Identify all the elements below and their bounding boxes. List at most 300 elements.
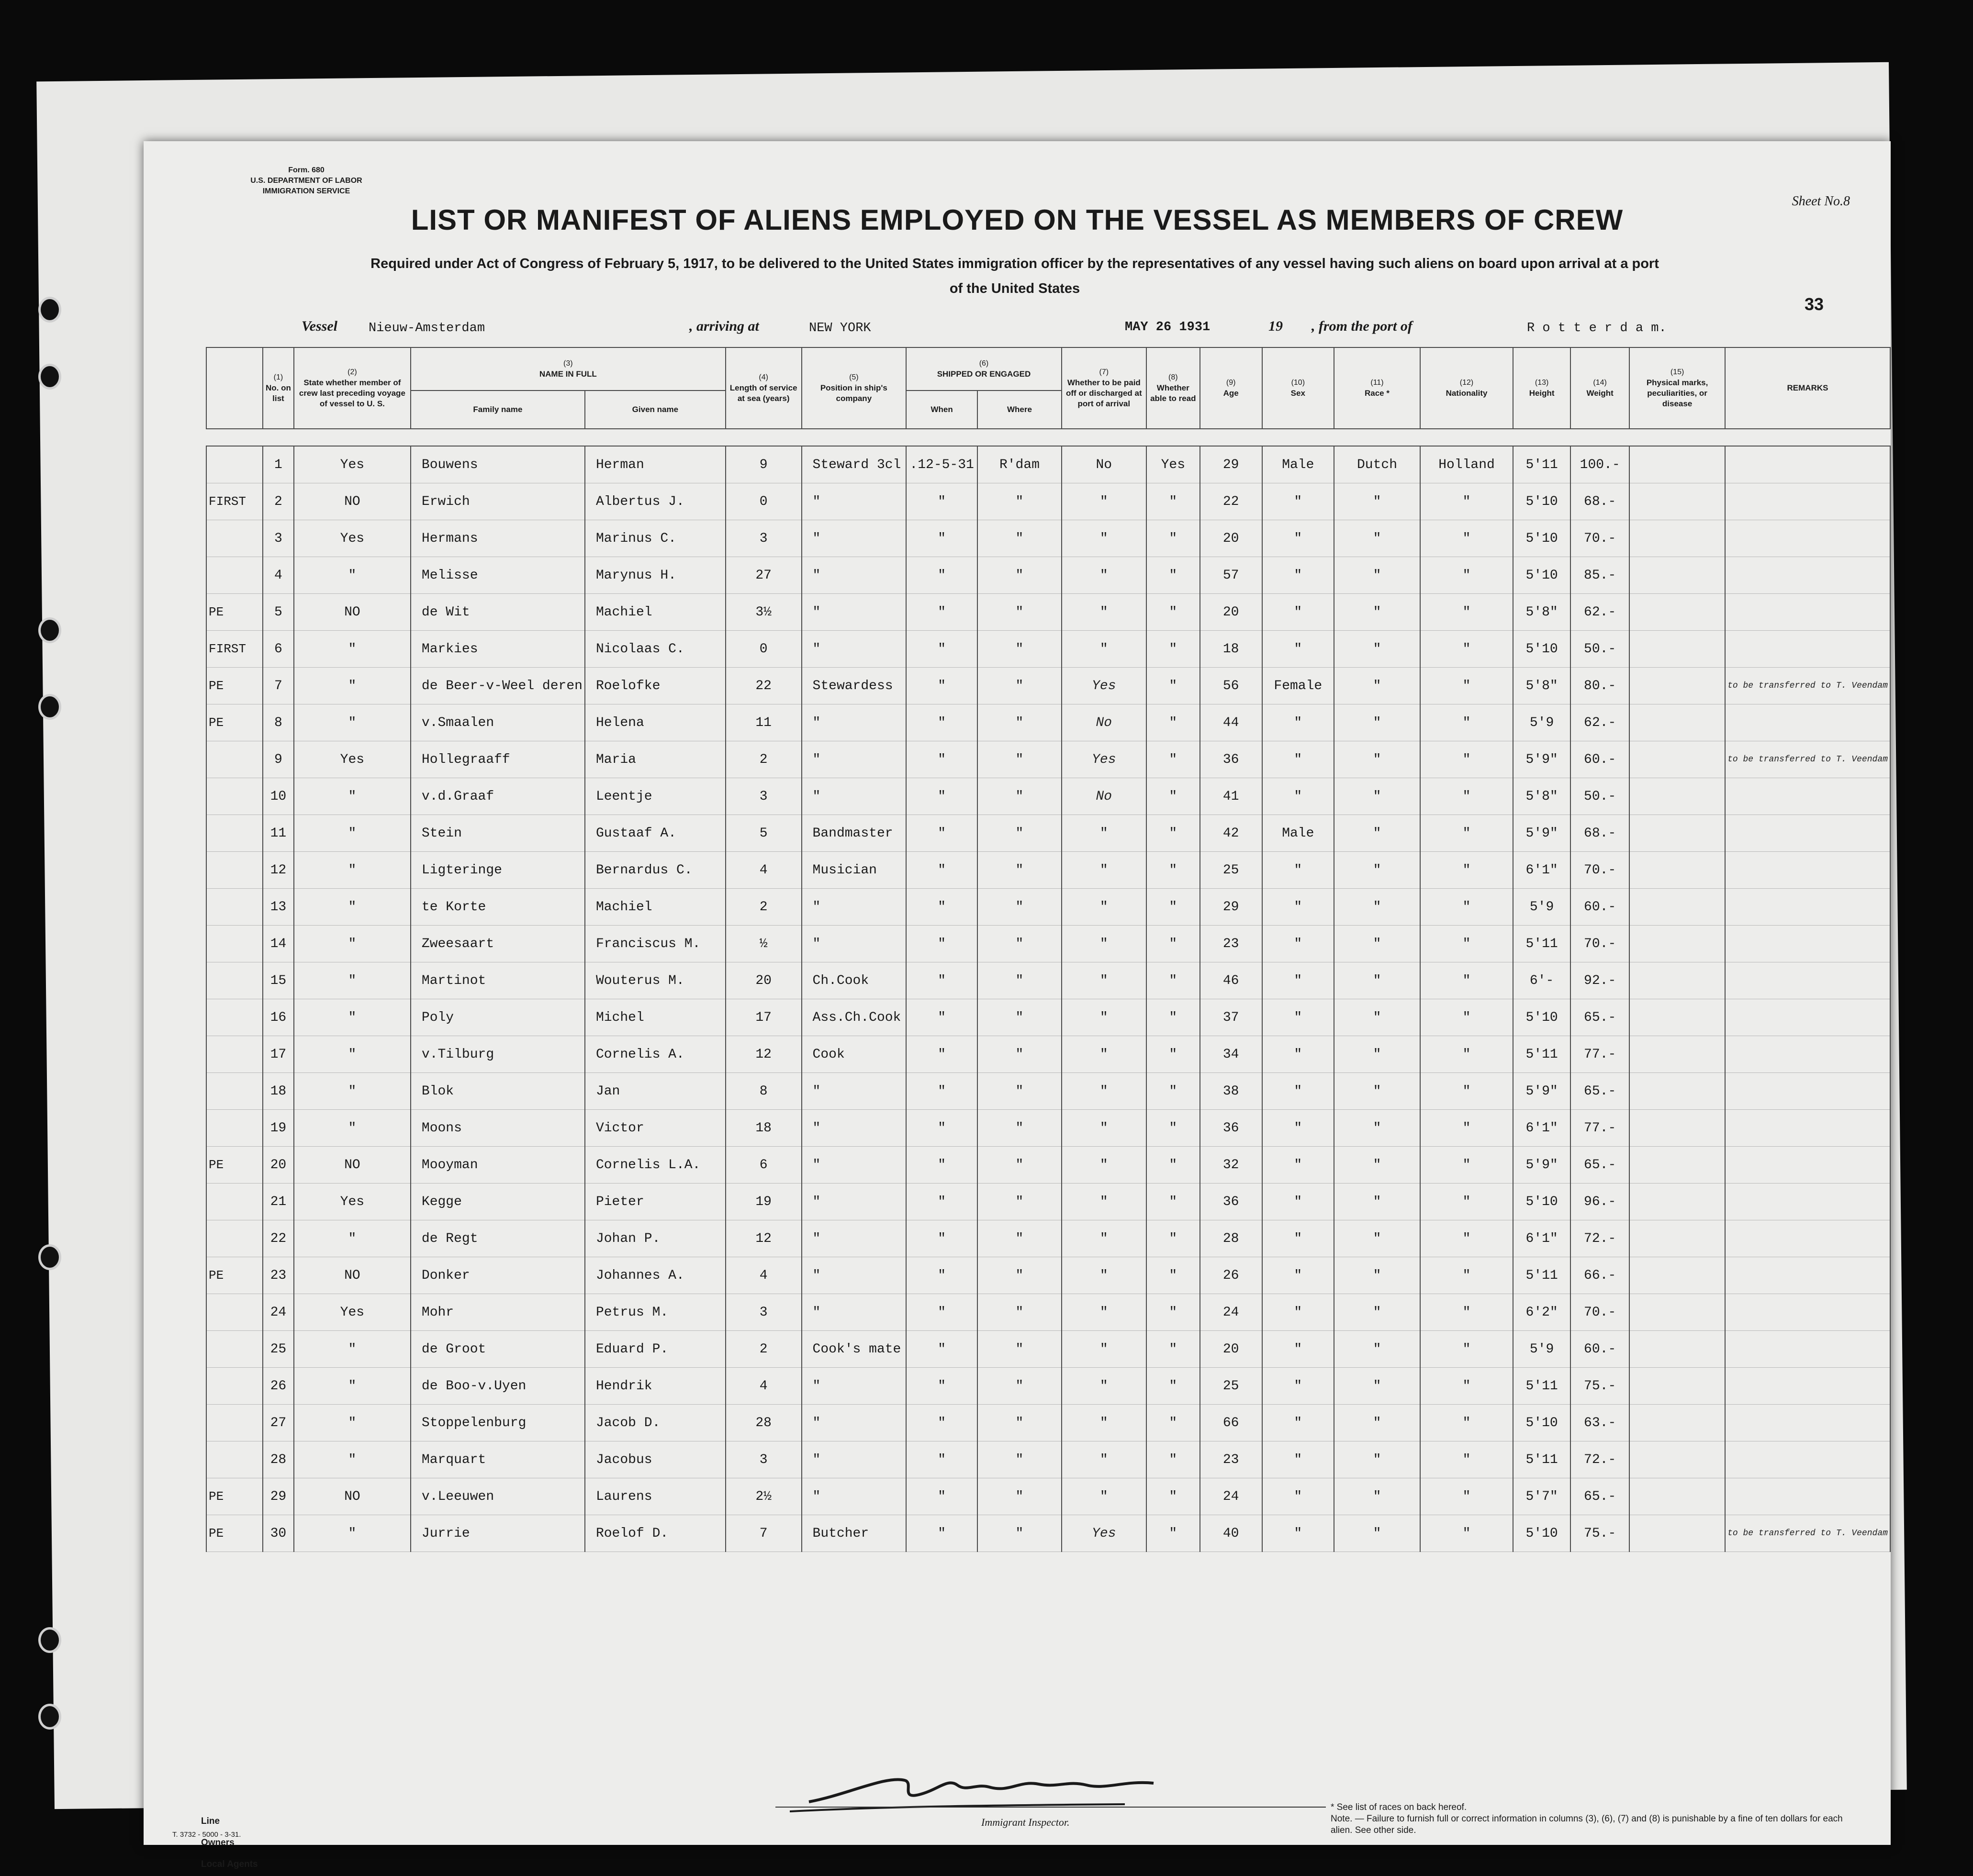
- cell-previous-voyage: ": [294, 1220, 411, 1257]
- cell-nationality: ": [1420, 1220, 1513, 1257]
- cell-race: ": [1334, 594, 1420, 631]
- cell-shipped-where: ": [977, 704, 1062, 741]
- cell-age: 23: [1200, 1441, 1262, 1478]
- cell-sex: ": [1262, 852, 1334, 889]
- cell-race: ": [1334, 1257, 1420, 1294]
- cell-remarks: [1725, 1147, 1890, 1184]
- cell-race: ": [1334, 1441, 1420, 1478]
- cell-service-years: 2½: [726, 1478, 802, 1515]
- cell-family-name: Kegge: [411, 1184, 585, 1220]
- cell-able-to-read: ": [1146, 594, 1200, 631]
- cell-service-years: 4: [726, 1368, 802, 1405]
- cell-family-name: Jurrie: [411, 1515, 585, 1552]
- cell-remarks: [1725, 557, 1890, 594]
- cell-weight: 62.-: [1570, 704, 1629, 741]
- punch-hole: [41, 620, 59, 641]
- cell-remarks: [1725, 446, 1890, 483]
- cell-previous-voyage: ": [294, 962, 411, 999]
- cell-able-to-read: ": [1146, 1441, 1200, 1478]
- cell-margin-note: [206, 815, 263, 852]
- cell-nationality: ": [1420, 594, 1513, 631]
- cell-age: 25: [1200, 1368, 1262, 1405]
- cell-shipped-where: ": [977, 1405, 1062, 1441]
- cell-given-name: Albertus J.: [585, 483, 726, 520]
- cell-margin-note: [206, 889, 263, 926]
- cell-given-name: Leentje: [585, 778, 726, 815]
- cell-previous-voyage: ": [294, 1331, 411, 1368]
- cell-weight: 60.-: [1570, 889, 1629, 926]
- cell-family-name: Mohr: [411, 1294, 585, 1331]
- cell-position: ": [802, 889, 907, 926]
- cell-sex: ": [1262, 741, 1334, 778]
- cell-shipped-where: ": [977, 1257, 1062, 1294]
- cell-physical-marks: [1629, 668, 1725, 704]
- cell-able-to-read: ": [1146, 1331, 1200, 1368]
- cell-height: 5'9": [1513, 1073, 1570, 1110]
- cell-paid-off: ": [1062, 1184, 1146, 1220]
- cell-race: ": [1334, 1405, 1420, 1441]
- cell-weight: 70.-: [1570, 852, 1629, 889]
- cell-remarks: [1725, 1441, 1890, 1478]
- cell-given-name: Roelofke: [585, 668, 726, 704]
- table-row: [206, 1220, 1890, 1257]
- cell-remarks: [1725, 926, 1890, 962]
- cell-able-to-read: ": [1146, 1220, 1200, 1257]
- cell-nationality: ": [1420, 926, 1513, 962]
- table-row: [206, 631, 1890, 668]
- cell-race: ": [1334, 741, 1420, 778]
- cell-paid-off: ": [1062, 631, 1146, 668]
- cell-age: 57: [1200, 557, 1262, 594]
- table-row: [206, 1036, 1890, 1073]
- cell-service-years: 3: [726, 1294, 802, 1331]
- cell-weight: 77.-: [1570, 1036, 1629, 1073]
- cell-shipped-where: ": [977, 1147, 1062, 1184]
- cell-physical-marks: [1629, 594, 1725, 631]
- cell-paid-off: ": [1062, 926, 1146, 962]
- cell-height: 5'11: [1513, 446, 1570, 483]
- cell-shipped-when: ": [906, 1368, 977, 1405]
- cell-race: ": [1334, 1036, 1420, 1073]
- cell-sex: Male: [1262, 815, 1334, 852]
- table-row: [206, 852, 1890, 889]
- cell-physical-marks: [1629, 889, 1725, 926]
- cell-paid-off: ": [1062, 520, 1146, 557]
- cell-margin-note: [206, 1110, 263, 1147]
- cell-weight: 60.-: [1570, 741, 1629, 778]
- cell-shipped-when: ": [906, 631, 977, 668]
- cell-position: Ch.Cook: [802, 962, 907, 999]
- cell-height: 5'9: [1513, 704, 1570, 741]
- cell-race: ": [1334, 1331, 1420, 1368]
- cell-previous-voyage: Yes: [294, 1184, 411, 1220]
- cell-weight: 70.-: [1570, 1294, 1629, 1331]
- local-agents-label: Local Agents: [201, 1859, 258, 1869]
- cell-weight: 65.-: [1570, 1073, 1629, 1110]
- cell-given-name: Jacobus: [585, 1441, 726, 1478]
- cell-shipped-where: ": [977, 557, 1062, 594]
- col-family-name-header: Family name: [411, 391, 585, 429]
- subtitle-line-1: Required under Act of Congress of February 5, 1917, to be delivered to the United States immigration officer by the representatives of any vessel having such aliens on board upon arrival at a port: [370, 256, 1659, 271]
- cell-race: ": [1334, 852, 1420, 889]
- cell-age: 42: [1200, 815, 1262, 852]
- cell-age: 24: [1200, 1294, 1262, 1331]
- cell-previous-voyage: Yes: [294, 1294, 411, 1331]
- cell-shipped-when: ": [906, 594, 977, 631]
- cell-weight: 100.-: [1570, 446, 1629, 483]
- margin-header: [206, 347, 263, 429]
- cell-margin-note: PE: [206, 1515, 263, 1552]
- col-paid-off-header: (7) Whether to be paid off or discharged at port of arrival: [1062, 347, 1146, 429]
- cell-age: 20: [1200, 520, 1262, 557]
- cell-list-number: 30: [263, 1515, 294, 1552]
- cell-nationality: ": [1420, 1294, 1513, 1331]
- cell-race: ": [1334, 926, 1420, 962]
- table-row: [206, 1331, 1890, 1368]
- cell-shipped-where: ": [977, 1294, 1062, 1331]
- cell-weight: 62.-: [1570, 594, 1629, 631]
- cell-service-years: ½: [726, 926, 802, 962]
- cell-shipped-when: ": [906, 1441, 977, 1478]
- cell-previous-voyage: ": [294, 668, 411, 704]
- cell-list-number: 24: [263, 1294, 294, 1331]
- cell-remarks: [1725, 520, 1890, 557]
- cell-race: Dutch: [1334, 446, 1420, 483]
- cell-list-number: 21: [263, 1184, 294, 1220]
- cell-age: 25: [1200, 852, 1262, 889]
- cell-list-number: 17: [263, 1036, 294, 1073]
- cell-able-to-read: ": [1146, 1515, 1200, 1552]
- cell-shipped-when: ": [906, 962, 977, 999]
- cell-able-to-read: ": [1146, 1405, 1200, 1441]
- cell-race: ": [1334, 962, 1420, 999]
- cell-margin-note: [206, 1368, 263, 1405]
- cell-margin-note: [206, 999, 263, 1036]
- cell-shipped-when: ": [906, 1036, 977, 1073]
- cell-sex: ": [1262, 1478, 1334, 1515]
- cell-service-years: 12: [726, 1220, 802, 1257]
- table-row: [206, 741, 1890, 778]
- cell-age: 40: [1200, 1515, 1262, 1552]
- cell-physical-marks: [1629, 1331, 1725, 1368]
- cell-remarks: to be transferred to T. Veendam: [1725, 668, 1890, 704]
- cell-given-name: Pieter: [585, 1184, 726, 1220]
- cell-paid-off: ": [1062, 1110, 1146, 1147]
- cell-service-years: 12: [726, 1036, 802, 1073]
- col-service-length-header: (4) Length of service at sea (years): [726, 347, 802, 429]
- cell-physical-marks: [1629, 520, 1725, 557]
- cell-family-name: Martinot: [411, 962, 585, 999]
- cell-nationality: ": [1420, 1147, 1513, 1184]
- cell-age: 28: [1200, 1220, 1262, 1257]
- vessel-name: Nieuw-Amsterdam: [369, 321, 485, 335]
- table-row: [206, 1368, 1890, 1405]
- cell-remarks: [1725, 1110, 1890, 1147]
- cell-list-number: 4: [263, 557, 294, 594]
- table-row: [206, 704, 1890, 741]
- cell-sex: ": [1262, 1073, 1334, 1110]
- cell-previous-voyage: ": [294, 1441, 411, 1478]
- cell-margin-note: [206, 1294, 263, 1331]
- cell-given-name: Johannes A.: [585, 1257, 726, 1294]
- cell-physical-marks: [1629, 999, 1725, 1036]
- cell-position: ": [802, 483, 907, 520]
- cell-previous-voyage: NO: [294, 1257, 411, 1294]
- cell-shipped-where: ": [977, 1478, 1062, 1515]
- cell-height: 6'2": [1513, 1294, 1570, 1331]
- cell-height: 5'10: [1513, 483, 1570, 520]
- cell-physical-marks: [1629, 1405, 1725, 1441]
- table-row: [206, 1515, 1890, 1552]
- cell-service-years: 4: [726, 852, 802, 889]
- col-previous-voyage-header: (2) State whether member of crew last preceding voyage of vessel to U. S.: [294, 347, 411, 429]
- cell-race: ": [1334, 1073, 1420, 1110]
- cell-shipped-where: ": [977, 1220, 1062, 1257]
- cell-previous-voyage: ": [294, 1073, 411, 1110]
- punch-hole: [41, 696, 59, 717]
- cell-margin-note: PE: [206, 704, 263, 741]
- cell-able-to-read: ": [1146, 852, 1200, 889]
- owners-label: Owners: [201, 1838, 235, 1848]
- cell-service-years: 8: [726, 1073, 802, 1110]
- cell-shipped-when: ": [906, 1515, 977, 1552]
- cell-race: ": [1334, 483, 1420, 520]
- cell-service-years: 2: [726, 1331, 802, 1368]
- cell-margin-note: PE: [206, 594, 263, 631]
- cell-family-name: Blok: [411, 1073, 585, 1110]
- cell-weight: 70.-: [1570, 926, 1629, 962]
- cell-physical-marks: [1629, 926, 1725, 962]
- cell-weight: 65.-: [1570, 1478, 1629, 1515]
- table-row: [206, 1110, 1890, 1147]
- table-row: [206, 668, 1890, 704]
- cell-given-name: Maria: [585, 741, 726, 778]
- cell-previous-voyage: NO: [294, 1147, 411, 1184]
- cell-sex: Male: [1262, 446, 1334, 483]
- cell-weight: 75.-: [1570, 1515, 1629, 1552]
- service-name: IMMIGRATION SERVICE: [262, 187, 350, 195]
- cell-given-name: Wouterus M.: [585, 962, 726, 999]
- cell-sex: ": [1262, 1331, 1334, 1368]
- cell-given-name: Roelof D.: [585, 1515, 726, 1552]
- cell-position: ": [802, 1368, 907, 1405]
- cell-paid-off: ": [1062, 962, 1146, 999]
- col-when-header: When: [906, 391, 977, 429]
- cell-shipped-where: ": [977, 962, 1062, 999]
- cell-service-years: 27: [726, 557, 802, 594]
- cell-previous-voyage: ": [294, 926, 411, 962]
- col-name-header: (3) NAME IN FULL: [411, 347, 726, 391]
- cell-height: 5'10: [1513, 520, 1570, 557]
- table-row: [206, 1441, 1890, 1478]
- cell-position: ": [802, 1073, 907, 1110]
- cell-paid-off: ": [1062, 815, 1146, 852]
- cell-nationality: ": [1420, 1184, 1513, 1220]
- cell-age: 32: [1200, 1147, 1262, 1184]
- vessel-info-line: [302, 318, 1738, 341]
- cell-shipped-where: R'dam: [977, 446, 1062, 483]
- cell-family-name: Bouwens: [411, 446, 585, 483]
- cell-height: 5'11: [1513, 1036, 1570, 1073]
- cell-position: ": [802, 631, 907, 668]
- crew-manifest-table: [206, 347, 1891, 1552]
- cell-nationality: Holland: [1420, 446, 1513, 483]
- cell-nationality: ": [1420, 1331, 1513, 1368]
- cell-list-number: 13: [263, 889, 294, 926]
- cell-family-name: de Beer-v-Weel deren: [411, 668, 585, 704]
- cell-paid-off: No: [1062, 778, 1146, 815]
- cell-position: ": [802, 557, 907, 594]
- cell-age: 66: [1200, 1405, 1262, 1441]
- cell-shipped-where: ": [977, 594, 1062, 631]
- cell-given-name: Herman: [585, 446, 726, 483]
- cell-age: 36: [1200, 1110, 1262, 1147]
- cell-margin-note: FIRST: [206, 631, 263, 668]
- cell-position: Cook: [802, 1036, 907, 1073]
- cell-remarks: [1725, 1257, 1890, 1294]
- cell-shipped-when: .12-5-31: [906, 446, 977, 483]
- cell-sex: ": [1262, 1294, 1334, 1331]
- cell-weight: 65.-: [1570, 999, 1629, 1036]
- col-shipped-header: (6) SHIPPED OR ENGAGED: [906, 347, 1062, 391]
- cell-sex: ": [1262, 1110, 1334, 1147]
- cell-family-name: de Groot: [411, 1331, 585, 1368]
- table-row: [206, 446, 1890, 483]
- table-row: [206, 520, 1890, 557]
- cell-remarks: [1725, 631, 1890, 668]
- cell-height: 5'10: [1513, 631, 1570, 668]
- cell-nationality: ": [1420, 778, 1513, 815]
- cell-physical-marks: [1629, 483, 1725, 520]
- cell-nationality: ": [1420, 741, 1513, 778]
- cell-able-to-read: ": [1146, 778, 1200, 815]
- cell-paid-off: ": [1062, 1294, 1146, 1331]
- cell-height: 6'-: [1513, 962, 1570, 999]
- cell-age: 24: [1200, 1478, 1262, 1515]
- cell-remarks: [1725, 889, 1890, 926]
- cell-position: Cook's mate: [802, 1331, 907, 1368]
- cell-remarks: [1725, 1294, 1890, 1331]
- cell-family-name: Ligteringe: [411, 852, 585, 889]
- cell-position: ": [802, 778, 907, 815]
- cell-age: 38: [1200, 1073, 1262, 1110]
- cell-family-name: de Regt: [411, 1220, 585, 1257]
- table-row: [206, 1405, 1890, 1441]
- cell-list-number: 16: [263, 999, 294, 1036]
- cell-nationality: ": [1420, 520, 1513, 557]
- cell-physical-marks: [1629, 1220, 1725, 1257]
- cell-service-years: 4: [726, 1257, 802, 1294]
- cell-weight: 66.-: [1570, 1257, 1629, 1294]
- table-row: [206, 1478, 1890, 1515]
- cell-position: Stewardess: [802, 668, 907, 704]
- cell-sex: ": [1262, 1147, 1334, 1184]
- cell-sex: Female: [1262, 668, 1334, 704]
- cell-nationality: ": [1420, 483, 1513, 520]
- cell-paid-off: ": [1062, 852, 1146, 889]
- cell-position: ": [802, 594, 907, 631]
- cell-height: 5'10: [1513, 1405, 1570, 1441]
- cell-given-name: Johan P.: [585, 1220, 726, 1257]
- cell-nationality: ": [1420, 1368, 1513, 1405]
- cell-given-name: Franciscus M.: [585, 926, 726, 962]
- cell-margin-note: [206, 852, 263, 889]
- cell-position: ": [802, 1405, 907, 1441]
- cell-physical-marks: [1629, 446, 1725, 483]
- cell-shipped-when: ": [906, 668, 977, 704]
- cell-shipped-when: ": [906, 889, 977, 926]
- cell-weight: 75.-: [1570, 1368, 1629, 1405]
- cell-list-number: 8: [263, 704, 294, 741]
- cell-height: 5'9": [1513, 815, 1570, 852]
- cell-age: 29: [1200, 446, 1262, 483]
- cell-family-name: v.d.Graaf: [411, 778, 585, 815]
- cell-sex: ": [1262, 557, 1334, 594]
- fine-note: Note. — Failure to furnish full or correct information in columns (3), (6), (7) and (8) is punishable by a fine of ten dollars for each alien. See other side.: [1331, 1814, 1843, 1835]
- cell-age: 44: [1200, 704, 1262, 741]
- cell-paid-off: ": [1062, 1368, 1146, 1405]
- cell-family-name: Hollegraaff: [411, 741, 585, 778]
- cell-paid-off: ": [1062, 889, 1146, 926]
- cell-previous-voyage: ": [294, 778, 411, 815]
- inspector-signature: [790, 1766, 1268, 1819]
- cell-age: 36: [1200, 741, 1262, 778]
- cell-position: ": [802, 1441, 907, 1478]
- cell-shipped-where: ": [977, 1184, 1062, 1220]
- cell-race: ": [1334, 704, 1420, 741]
- cell-shipped-when: ": [906, 999, 977, 1036]
- cell-physical-marks: [1629, 1110, 1725, 1147]
- cell-shipped-when: ": [906, 704, 977, 741]
- cell-list-number: 12: [263, 852, 294, 889]
- col-race-header: (11) Race *: [1334, 347, 1420, 429]
- table-row: [206, 1184, 1890, 1220]
- cell-nationality: ": [1420, 999, 1513, 1036]
- cell-shipped-when: ": [906, 1478, 977, 1515]
- cell-margin-note: [206, 1441, 263, 1478]
- cell-shipped-where: ": [977, 1515, 1062, 1552]
- cell-family-name: Zweesaart: [411, 926, 585, 962]
- cell-nationality: ": [1420, 1515, 1513, 1552]
- cell-margin-note: [206, 741, 263, 778]
- cell-service-years: 17: [726, 999, 802, 1036]
- cell-position: ": [802, 520, 907, 557]
- col-sex-header: (10) Sex: [1262, 347, 1334, 429]
- cell-shipped-when: ": [906, 741, 977, 778]
- cell-race: ": [1334, 520, 1420, 557]
- cell-previous-voyage: Yes: [294, 520, 411, 557]
- cell-service-years: 0: [726, 631, 802, 668]
- cell-service-years: 7: [726, 1515, 802, 1552]
- cell-weight: 85.-: [1570, 557, 1629, 594]
- col-given-name-header: Given name: [585, 391, 726, 429]
- cell-margin-note: FIRST: [206, 483, 263, 520]
- cell-height: 5'10: [1513, 1184, 1570, 1220]
- cell-physical-marks: [1629, 1184, 1725, 1220]
- cell-list-number: 29: [263, 1478, 294, 1515]
- cell-physical-marks: [1629, 704, 1725, 741]
- cell-weight: 68.-: [1570, 815, 1629, 852]
- cell-age: 36: [1200, 1184, 1262, 1220]
- table-row: [206, 815, 1890, 852]
- cell-nationality: ": [1420, 852, 1513, 889]
- cell-height: 5'11: [1513, 1441, 1570, 1478]
- cell-remarks: [1725, 1405, 1890, 1441]
- cell-margin-note: PE: [206, 668, 263, 704]
- cell-previous-voyage: NO: [294, 594, 411, 631]
- cell-shipped-where: ": [977, 1036, 1062, 1073]
- cell-age: 26: [1200, 1257, 1262, 1294]
